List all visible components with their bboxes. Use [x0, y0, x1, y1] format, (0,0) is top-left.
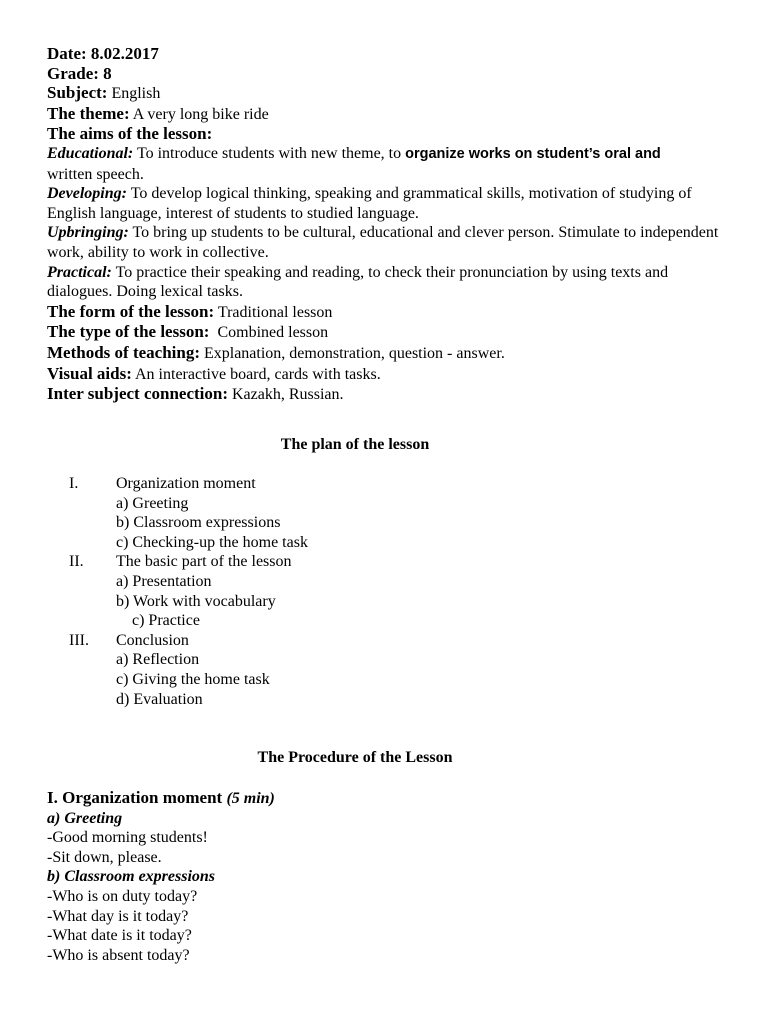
expressions-heading: b) Classroom expressions [47, 868, 216, 886]
theme-value: A very long bike ride [129, 105, 269, 123]
type-line [47, 322, 737, 343]
practical-text: To practice their speaking and reading, to check their pronunciation by using texts and dialogues. Doing lexical tasks. [47, 263, 669, 301]
plan-row-text: a) Greeting [116, 494, 189, 512]
theme-label: The theme: [47, 103, 130, 123]
plan-row-text: c) Checking-up the home task [116, 533, 308, 551]
form-label: The form of the lesson: [47, 301, 215, 321]
visual-label: Visual aids: [47, 363, 132, 383]
procedure-section [47, 788, 737, 965]
methods-label: Methods of teaching: [47, 342, 200, 362]
plan-title: The plan of the lesson [280, 436, 430, 453]
section-heading-line [47, 788, 737, 809]
plan-row-number: II. [69, 553, 84, 571]
plan-row-text: c) Practice [132, 612, 200, 630]
visual-value: An interactive board, cards with tasks. [131, 365, 381, 383]
upbringing-text: To bring up students to be cultural, educational and clever person. Stimulate to independent work, ability to work in collective. [47, 224, 719, 261]
plan-row-text: a) Presentation [116, 572, 212, 590]
visual-line [47, 364, 737, 385]
methods-value: Explanation, demonstration, question - answer. [199, 344, 505, 362]
theme-line [47, 104, 737, 125]
plan-row-text: Conclusion [116, 631, 189, 649]
educational-text-a: To introduce students with new theme, to [133, 144, 406, 162]
section-time: (5 min) [226, 790, 275, 807]
plan-row-number: I. [69, 475, 79, 492]
practical-line [47, 263, 737, 302]
form-value: Traditional lesson [214, 303, 333, 321]
upbringing-line [47, 223, 737, 262]
plan-row-text: The basic part of the lesson [116, 553, 292, 571]
plan-row-text: b) Classroom expressions [116, 514, 281, 532]
methods-line [47, 343, 737, 364]
subject-line [47, 83, 737, 104]
expression-line: -Who is absent today? [47, 946, 190, 964]
type-label: The type of the lesson: [47, 322, 210, 342]
plan-row-text: Organization moment [116, 475, 256, 492]
practical-label: Practical: [47, 263, 112, 281]
upbringing-label: Upbringing: [47, 224, 129, 242]
subject-label: Subject: [47, 83, 108, 103]
educational-line-2: written speech. [47, 165, 144, 183]
expression-line: -What day is it today? [47, 907, 189, 925]
greeting-line: -Good morning students! [47, 829, 208, 847]
lesson-header [47, 44, 737, 405]
inter-line [47, 384, 737, 405]
type-value: Combined lesson [209, 324, 329, 342]
developing-line [47, 184, 737, 223]
developing-text: To develop logical thinking, speaking and grammatical skills, motivation of studying of English language, interest of students to studied language. [47, 185, 692, 222]
developing-label: Developing: [47, 185, 127, 203]
date-line: Date: 8.02.2017 [47, 44, 159, 63]
greeting-line: -Sit down, please. [47, 848, 162, 866]
plan-row-number: III. [69, 631, 89, 649]
educational-label: Educational: [47, 144, 134, 162]
plan-row-text: c) Giving the home task [116, 670, 270, 688]
inter-value: Kazakh, Russian. [228, 386, 344, 404]
grade-line: Grade: 8 [47, 63, 112, 83]
plan-row-text: a) Reflection [116, 651, 200, 669]
educational-text-b: organize works on student’s oral and [405, 145, 661, 162]
plan-row-text: b) Work with vocabulary [116, 592, 276, 610]
inter-label: Inter subject connection: [47, 384, 228, 404]
plan-row-text: d) Evaluation [116, 690, 203, 708]
expression-line: -Who is on duty today? [47, 887, 198, 905]
expression-line: -What date is it today? [47, 927, 192, 945]
procedure-title: The Procedure of the Lesson [257, 749, 453, 766]
section-heading: I. Organization moment [47, 788, 227, 807]
aims-heading: The aims of the lesson: [47, 124, 213, 144]
educational-line [47, 144, 737, 165]
greeting-heading: a) Greeting [47, 809, 123, 827]
subject-value: English [107, 85, 161, 103]
form-line [47, 302, 737, 323]
